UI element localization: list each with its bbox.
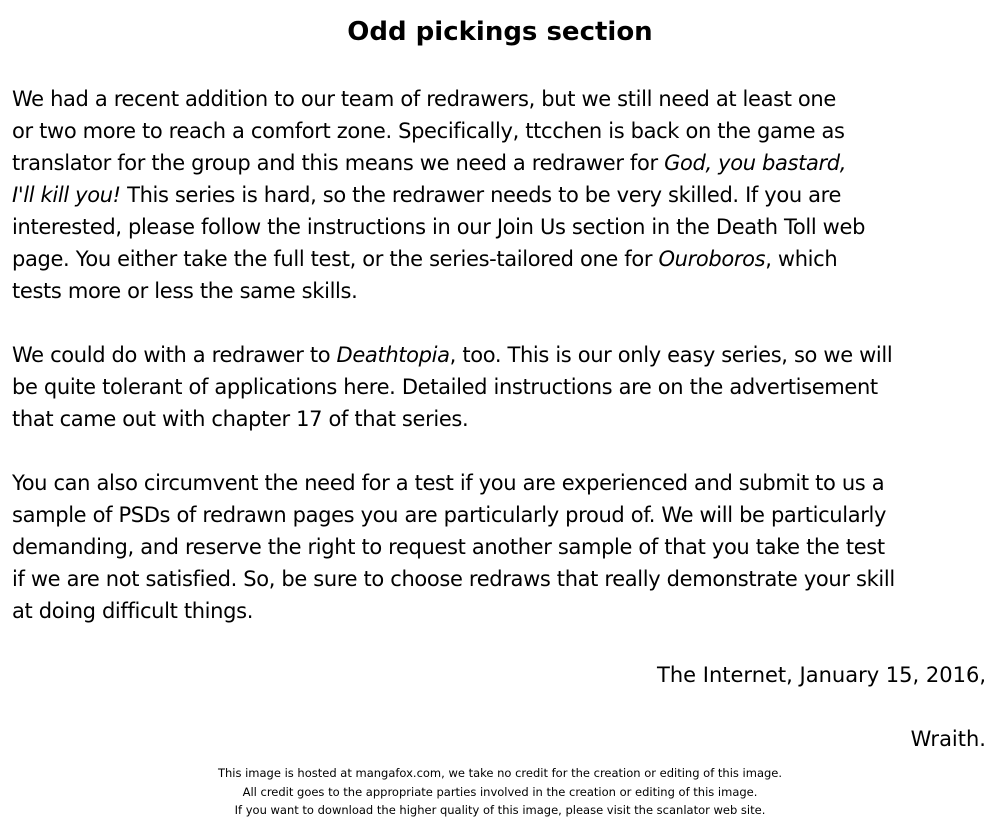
page-title: Odd pickings section	[347, 17, 653, 47]
text-line: I'll kill you! This series is hard, so the redrawer needs to be very skilled. If you are	[12, 183, 842, 207]
series-title-deathtopia: Deathtopia	[336, 343, 450, 367]
text-line: We had a recent addition to our team of redrawers, but we still need at least one	[12, 87, 836, 111]
series-title-ouroboros: Ouroboros	[658, 247, 766, 271]
text-line: translator for the group and this means we need a redrawer for God, you bastard,	[12, 151, 847, 175]
text-line: You can also circumvent the need for a test if you are experienced and submit to us a	[12, 471, 885, 495]
text-line: page. You either take the full test, or the series-tailored one for Ouroboros, which	[12, 247, 838, 271]
paragraph-redrawers-needed	[12, 83, 992, 307]
signature-name: Wraith.	[910, 727, 986, 751]
series-title-ill-kill-you: I'll kill you!	[12, 183, 121, 207]
text-line: sample of PSDs of redrawn pages you are particularly proud of. We will be particularly	[12, 503, 887, 527]
text-line: demanding, and reserve the right to request another sample of that you take the test	[12, 535, 885, 559]
text-line: that came out with chapter 17 of that series.	[12, 407, 469, 431]
signature-date: The Internet, January 15, 2016,	[657, 663, 986, 687]
paragraph-deathtopia	[12, 339, 992, 435]
hosting-disclaimer	[0, 764, 1000, 820]
text-line: interested, please follow the instructions in our Join Us section in the Death Toll web	[12, 215, 866, 239]
text-line: tests more or less the same skills.	[12, 279, 358, 303]
text-line: We could do with a redrawer to Deathtopia, too. This is our only easy series, so we will	[12, 343, 893, 367]
disclaimer-line: This image is hosted at mangafox.com, we take no credit for the creation or editing of this image.	[217, 766, 783, 780]
disclaimer-line: All credit goes to the appropriate parties involved in the creation or editing of this image.	[242, 784, 758, 799]
paragraph-circumvent-test	[12, 467, 992, 627]
series-title-god-you-bastard: God, you bastard,	[664, 151, 847, 175]
text-line: or two more to reach a comfort zone. Specifically, ttcchen is back on the game as	[12, 119, 845, 143]
disclaimer-line: If you want to download the higher quality of this image, please visit the scanlator web site.	[234, 803, 766, 817]
text-line: at doing difficult things.	[12, 599, 254, 623]
text-line: if we are not satisfied. So, be sure to choose redraws that really demonstrate your skill	[12, 567, 895, 591]
text-line: be quite tolerant of applications here. Detailed instructions are on the advertisement	[12, 375, 878, 399]
